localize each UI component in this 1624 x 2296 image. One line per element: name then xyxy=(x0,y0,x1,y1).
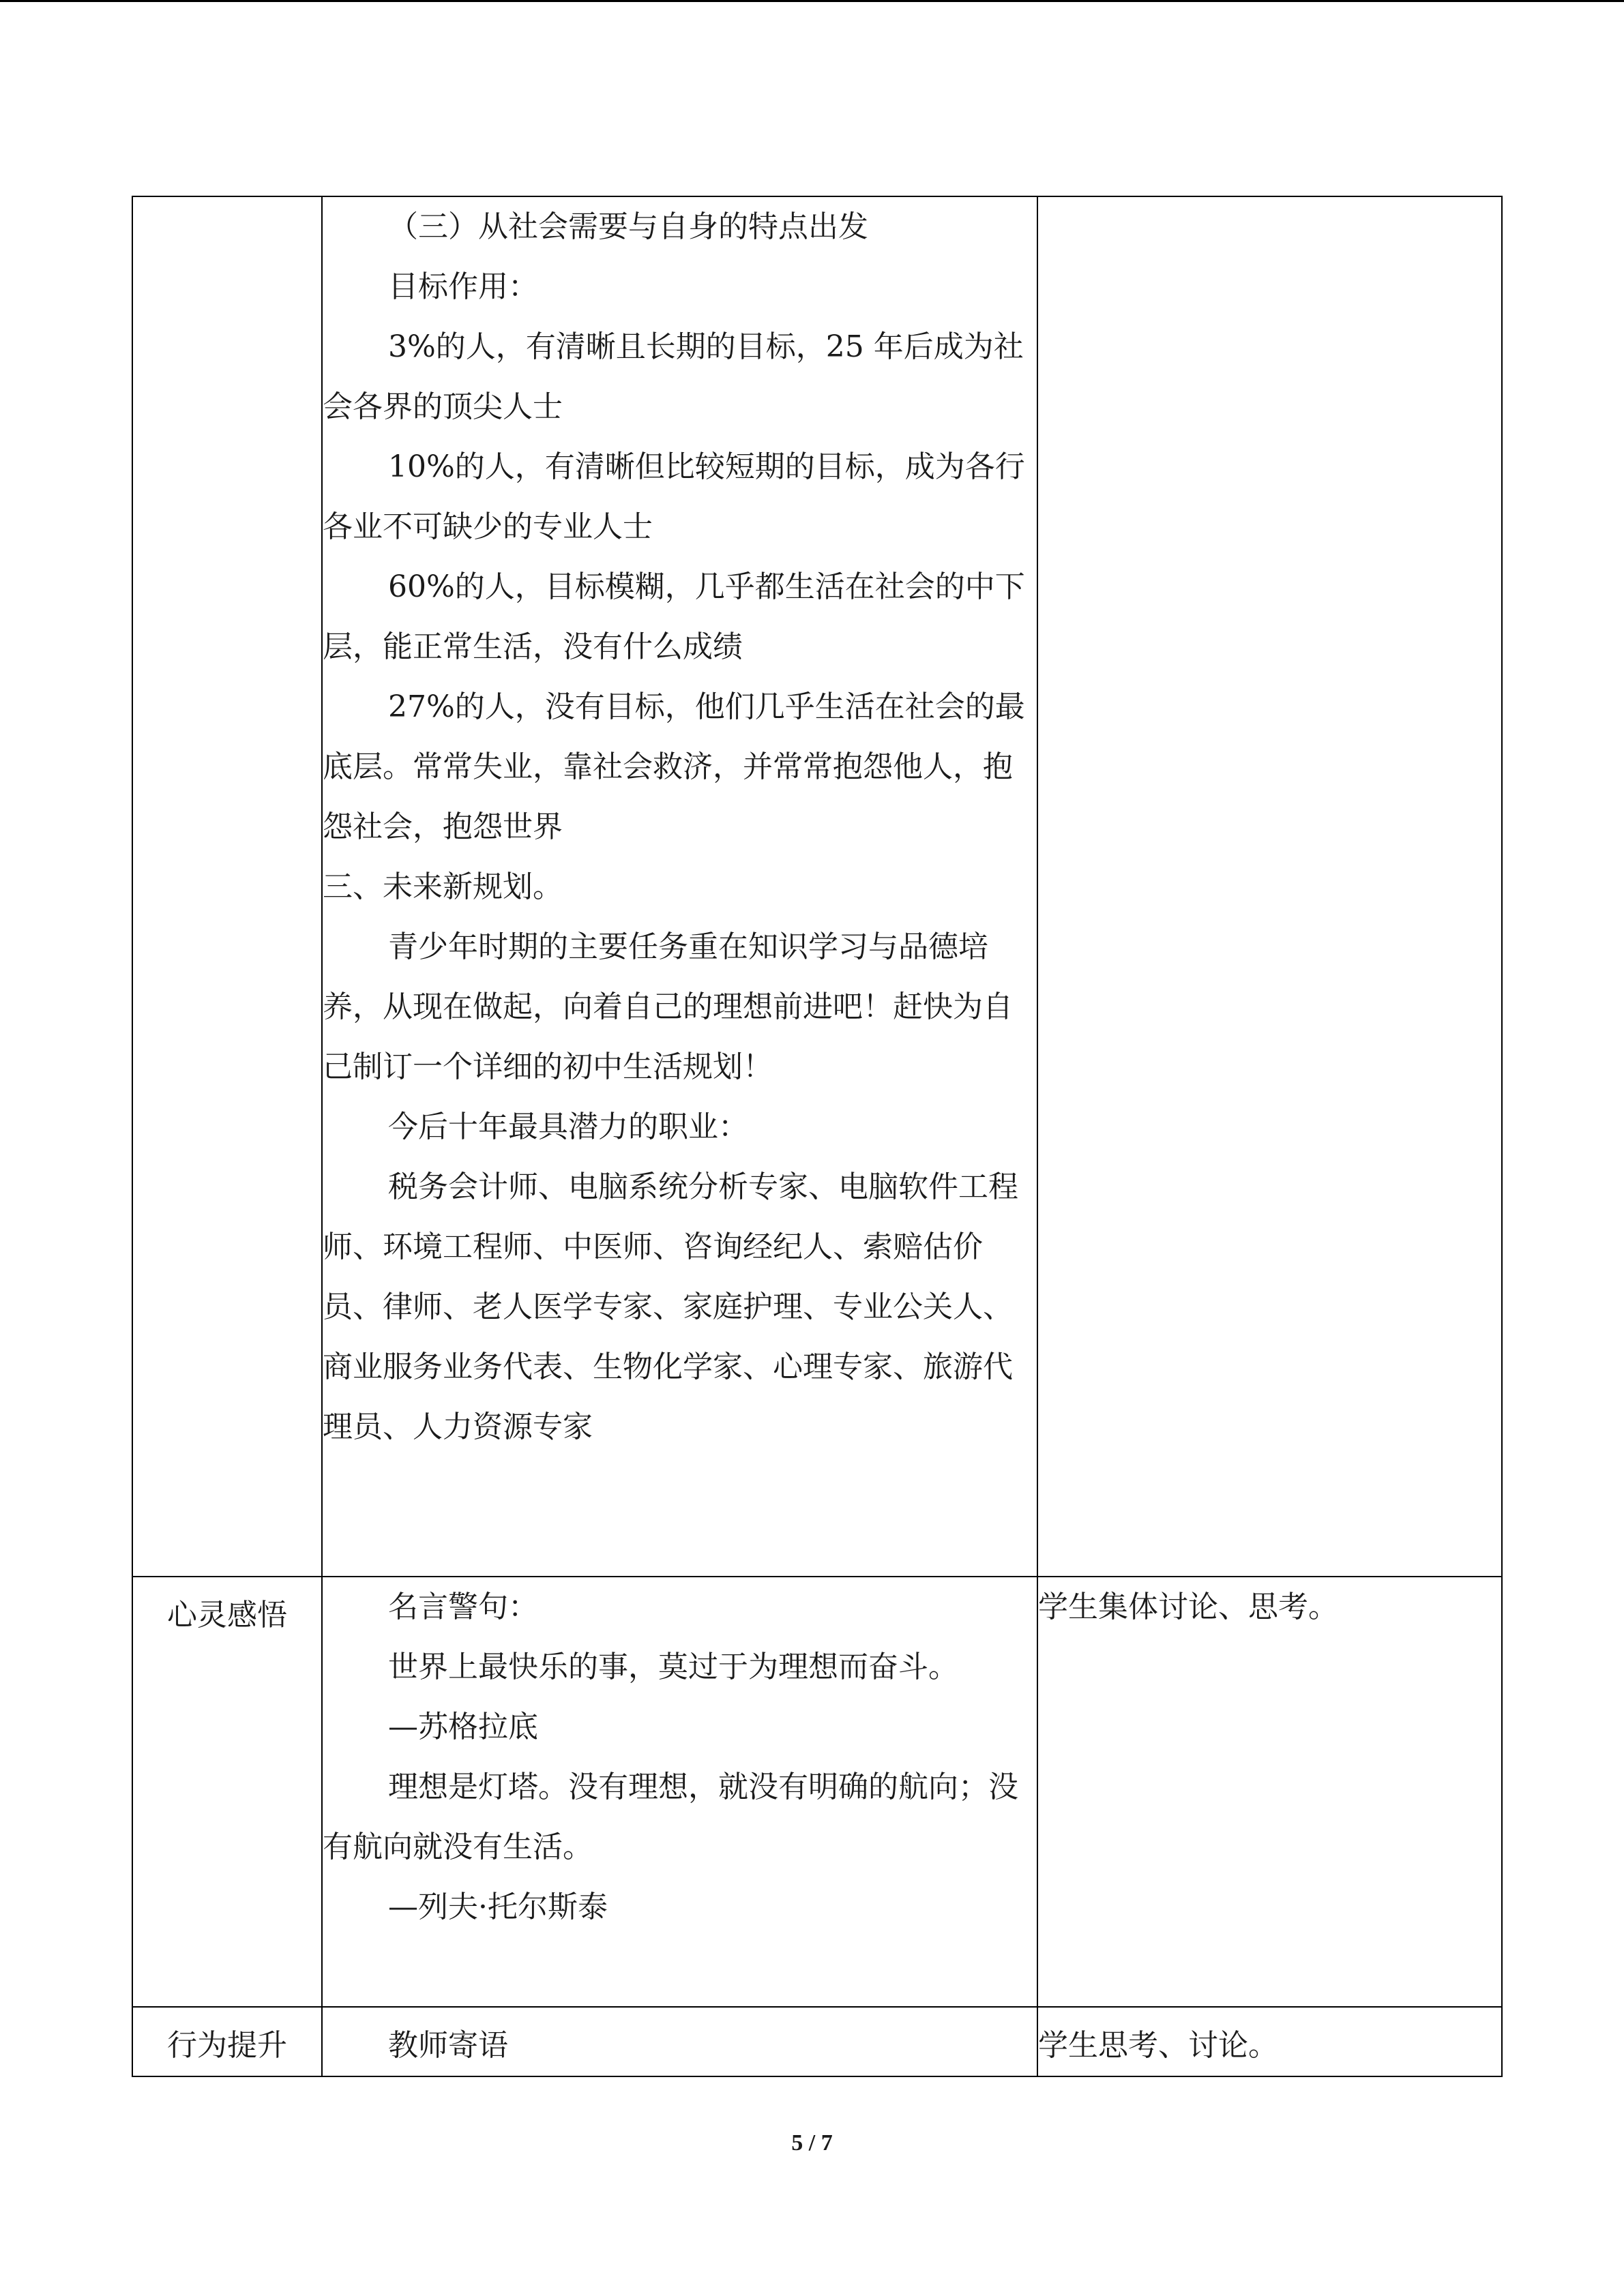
row-label: 行为提升 xyxy=(132,2007,322,2076)
content-paragraph: 27%的人，没有目标，他们几乎生活在社会的最底层。常常失业，靠社会救济，并常常抱怨他人，抱怨社会，抱怨世界 xyxy=(323,689,1025,844)
content-paragraph: 60%的人，目标模糊，几乎都生活在社会的中下层，能正常生活，没有什么成绩 xyxy=(323,569,1025,664)
table-row xyxy=(132,2007,1502,2076)
page-top-border xyxy=(0,0,1624,2)
row-label xyxy=(132,196,322,1577)
content-paragraph: 10%的人，有清晰但比较短期的目标，成为各行各业不可缺少的专业人士 xyxy=(323,449,1025,544)
row-content xyxy=(322,2007,1037,2076)
content-paragraph: 3%的人，有清晰且长期的目标，25 年后成为社会各界的顶尖人士 xyxy=(323,329,1024,424)
row-activity: 学生集体讨论、思考。 xyxy=(1037,1577,1502,2007)
content-paragraph: 税务会计师、电脑系统分析专家、电脑软件工程师、环境工程师、中医师、咨询经纪人、索赔估价员、律师、老人医学专家、家庭护理、专业公关人、商业服务业务代表、生物化学家、心理专家、旅游代理员、人力资源专家 xyxy=(323,1169,1018,1444)
content-paragraph: 青少年时期的主要任务重在知识学习与品德培养，从现在做起，向着自己的理想前进吧！赶快为自己制订一个详细的初中生活规划！ xyxy=(323,929,1013,1084)
content-paragraph: 目标作用： xyxy=(388,269,538,304)
content-paragraph: （三）从社会需要与自身的特点出发 xyxy=(388,209,868,244)
row-content xyxy=(322,196,1037,1577)
content-paragraph: 教师寄语 xyxy=(388,2028,508,2063)
row-content xyxy=(322,1577,1037,2007)
row-label: 心灵感悟 xyxy=(132,1577,322,2007)
content-paragraph: 世界上最快乐的事，莫过于为理想而奋斗。 xyxy=(388,1650,958,1684)
table-row xyxy=(132,1577,1502,2007)
lesson-plan-table xyxy=(132,196,1503,2077)
section-heading: 三、未来新规划。 xyxy=(323,869,563,904)
quote-author: —苏格拉底 xyxy=(388,1710,538,1744)
quote-author: —列夫·托尔斯泰 xyxy=(388,1890,608,1924)
content-paragraph: 理想是灯塔。没有理想，就没有明确的航向；没有航向就没有生活。 xyxy=(323,1770,1018,1864)
row-activity xyxy=(1037,196,1502,1577)
page-number: 5 / 7 xyxy=(791,2130,833,2156)
row-activity: 学生思考、讨论。 xyxy=(1037,2007,1502,2076)
content-paragraph: 今后十年最具潜力的职业： xyxy=(388,1109,748,1144)
table-row xyxy=(132,196,1502,1577)
content-paragraph: 名言警句： xyxy=(388,1590,538,1624)
